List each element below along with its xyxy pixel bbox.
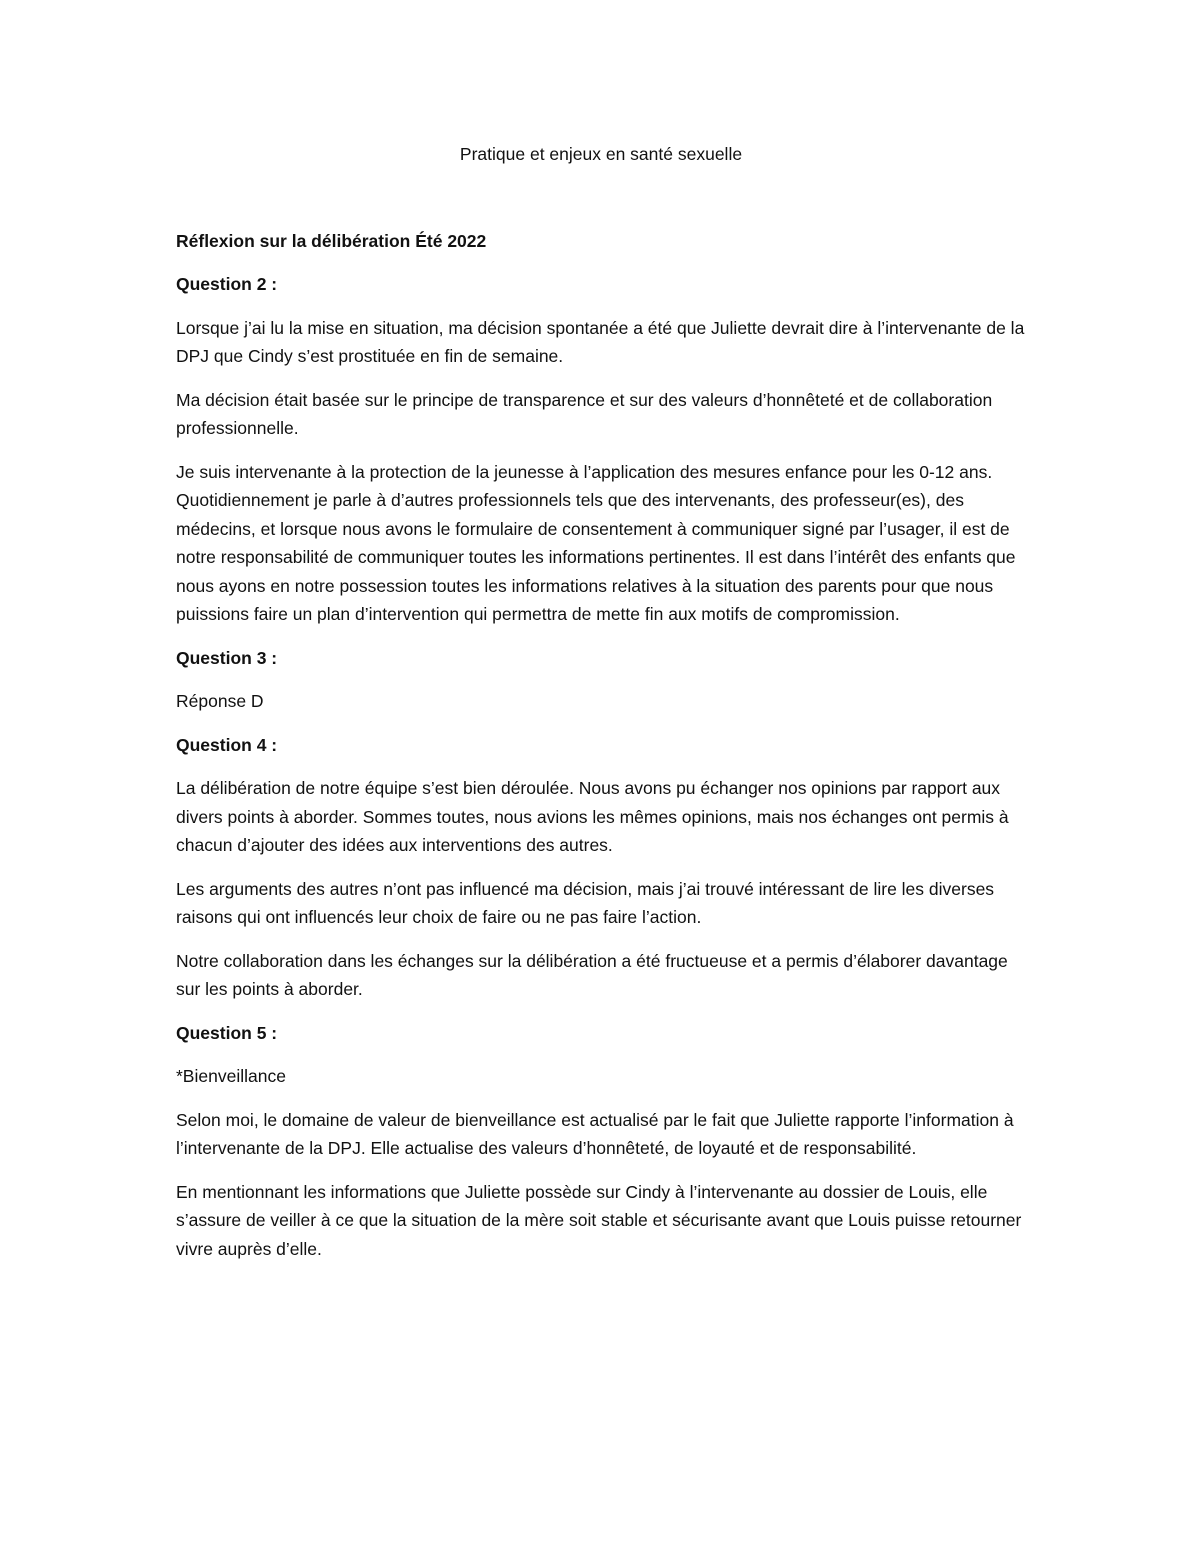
question-3-heading: Question 3 : <box>176 647 278 668</box>
question-2-paragraph-3: Je suis intervenante à la protection de la jeunesse à l’application des mesures enfance pour les 0-12 ans. Quotidiennement je parle à d’autres professionnels tels que des intervenants, des professeur(es), des médecins, et lorsque nous avons le formulaire de consentement à communiquer signé par l’usager, il est de notre responsabilité de communiquer toutes les informations pertinentes. Il est dans l’intérêt des enfants que nous ayons en notre possession toutes les informations relatives à la situation des parents pour que nous puissions faire un plan d’intervention qui permettra de mette fin aux motifs de compromission. <box>176 461 1016 624</box>
question-4-paragraph-2: Les arguments des autres n’ont pas influencé ma décision, mais j’ai trouvé intéressant de lire les diverses raisons qui ont influencés leur choix de faire ou ne pas faire l’action. <box>176 878 995 927</box>
question-5-value-label: *Bienveillance <box>176 1066 286 1086</box>
question-2-paragraph-2: Ma décision était basée sur le principe de transparence et sur des valeurs d’honnêteté et de collaboration professionnelle. <box>176 389 993 438</box>
document-body <box>176 140 1026 1278</box>
question-4-heading: Question 4 : <box>176 734 278 755</box>
question-4-paragraph-3: Notre collaboration dans les échanges sur la délibération a été fructueuse et a permis d’élaborer davantage sur les points à aborder. <box>176 950 1008 999</box>
question-3-answer: Réponse D <box>176 691 264 711</box>
question-2-paragraph-1: Lorsque j’ai lu la mise en situation, ma décision spontanée a été que Juliette devrait dire à l’intervenante de la DPJ que Cindy s’est prostituée en fin de semaine. <box>176 317 1025 366</box>
document-subtitle: Réflexion sur la délibération Été 2022 <box>176 230 487 251</box>
question-4-paragraph-1: La délibération de notre équipe s’est bien déroulée. Nous avons pu échanger nos opinions par rapport aux divers points à aborder. Sommes toutes, nous avions les mêmes opinions, mais nos échanges ont permis à chacun d’ajouter des idées aux interventions des autres. <box>176 778 1009 855</box>
question-2-heading: Question 2 : <box>176 274 278 294</box>
document-title: Pratique et enjeux en santé sexuelle <box>459 144 743 164</box>
question-5-paragraph-2: En mentionnant les informations que Juliette possède sur Cindy à l’intervenante au dossier de Louis, elle s’assure de veiller à ce que la situation de la mère soit stable et sécurisante avant que Louis puisse retourner vivre auprès d’elle. <box>176 1181 1022 1259</box>
question-5-heading: Question 5 : <box>176 1022 278 1043</box>
question-5-paragraph-1: Selon moi, le domaine de valeur de bienveillance est actualisé par le fait que Juliette rapporte l’information à l’intervenante de la DPJ. Elle actualise des valeurs d’honnêteté, de loyauté et de responsabilité. <box>176 1109 1014 1158</box>
